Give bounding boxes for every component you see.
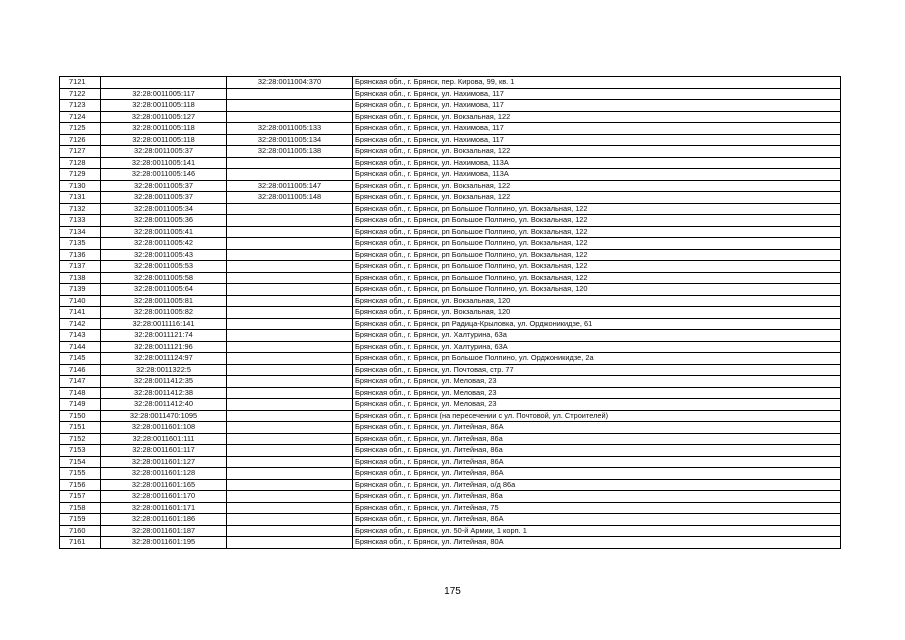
address-cell: Брянская обл., г. Брянск, рп Большое Полпино, ул. Вокзальная, 122: [353, 215, 841, 227]
row-number-cell: 7155: [60, 468, 101, 480]
address-cell: Брянская обл., г. Брянск, рп Большое Полпино, ул. Вокзальная, 122: [353, 249, 841, 261]
table-row: [60, 330, 841, 342]
parent-cadastral-number-cell: 32:28:0011005:148: [227, 192, 353, 204]
cadastral-number-cell: 32:28:0011005:117: [101, 88, 227, 100]
table-row: [60, 468, 841, 480]
row-number-cell: 7134: [60, 226, 101, 238]
cadastral-number-cell: 32:28:0011005:37: [101, 180, 227, 192]
address-cell: Брянская обл., г. Брянск, ул. Литейная, 80А: [353, 537, 841, 549]
parent-cadastral-number-cell: [227, 238, 353, 250]
cadastral-number-cell: 32:28:0011005:58: [101, 272, 227, 284]
parent-cadastral-number-cell: 32:28:0011004:370: [227, 77, 353, 89]
row-number-cell: 7140: [60, 295, 101, 307]
table-row: [60, 123, 841, 135]
address-cell: Брянская обл., г. Брянск, пер. Кирова, 99, кв. 1: [353, 77, 841, 89]
parent-cadastral-number-cell: [227, 433, 353, 445]
address-cell: Брянская обл., г. Брянск, ул. Нахимова, 113А: [353, 169, 841, 181]
cadastral-number-cell: 32:28:0011005:36: [101, 215, 227, 227]
row-number-cell: 7151: [60, 422, 101, 434]
table-row: [60, 514, 841, 526]
table-row: [60, 525, 841, 537]
parent-cadastral-number-cell: 32:28:0011005:147: [227, 180, 353, 192]
row-number-cell: 7161: [60, 537, 101, 549]
row-number-cell: 7129: [60, 169, 101, 181]
row-number-cell: 7152: [60, 433, 101, 445]
table-row: [60, 422, 841, 434]
row-number-cell: 7148: [60, 387, 101, 399]
parent-cadastral-number-cell: [227, 387, 353, 399]
address-cell: Брянская обл., г. Брянск, рп Большое Полпино, ул. Орджоникидзе, 2а: [353, 353, 841, 365]
cadastral-number-cell: 32:28:0011601:171: [101, 502, 227, 514]
row-number-cell: 7125: [60, 123, 101, 135]
row-number-cell: 7144: [60, 341, 101, 353]
row-number-cell: 7121: [60, 77, 101, 89]
cadastral-number-cell: 32:28:0011005:81: [101, 295, 227, 307]
address-cell: Брянская обл., г. Брянск, ул. Вокзальная, 120: [353, 295, 841, 307]
parent-cadastral-number-cell: [227, 491, 353, 503]
table-row: [60, 146, 841, 158]
address-cell: Брянская обл., г. Брянск, ул. Меловая, 23: [353, 387, 841, 399]
parent-cadastral-number-cell: [227, 479, 353, 491]
cadastral-number-cell: 32:28:0011005:118: [101, 123, 227, 135]
table-row: [60, 376, 841, 388]
cadastral-number-cell: 32:28:0011005:42: [101, 238, 227, 250]
row-number-cell: 7143: [60, 330, 101, 342]
row-number-cell: 7133: [60, 215, 101, 227]
cadastral-number-cell: 32:28:0011601:128: [101, 468, 227, 480]
address-cell: Брянская обл., г. Брянск, ул. Нахимова, 113А: [353, 157, 841, 169]
cadastral-number-cell: 32:28:0011005:37: [101, 146, 227, 158]
cadastral-number-cell: 32:28:0011121:74: [101, 330, 227, 342]
row-number-cell: 7147: [60, 376, 101, 388]
table-row: [60, 261, 841, 273]
page-number: 175: [444, 586, 461, 597]
parent-cadastral-number-cell: [227, 456, 353, 468]
parent-cadastral-number-cell: [227, 261, 353, 273]
row-number-cell: 7122: [60, 88, 101, 100]
address-cell: Брянская обл., г. Брянск, рп Большое Полпино, ул. Вокзальная, 120: [353, 284, 841, 296]
table-row: [60, 433, 841, 445]
parent-cadastral-number-cell: 32:28:0011005:133: [227, 123, 353, 135]
cadastral-number-cell: 32:28:0011005:118: [101, 134, 227, 146]
parent-cadastral-number-cell: [227, 330, 353, 342]
address-cell: Брянская обл., г. Брянск, ул. Вокзальная, 122: [353, 180, 841, 192]
table-row: [60, 157, 841, 169]
cadastral-number-cell: 32:28:0011005:41: [101, 226, 227, 238]
row-number-cell: 7128: [60, 157, 101, 169]
cadastral-number-cell: 32:28:0011005:127: [101, 111, 227, 123]
cadastral-number-cell: 32:28:0011005:37: [101, 192, 227, 204]
parent-cadastral-number-cell: [227, 525, 353, 537]
cadastral-number-cell: 32:28:0011412:40: [101, 399, 227, 411]
table-row: [60, 77, 841, 89]
row-number-cell: 7150: [60, 410, 101, 422]
parent-cadastral-number-cell: [227, 100, 353, 112]
table-row: [60, 100, 841, 112]
table-row: [60, 192, 841, 204]
table-row: [60, 341, 841, 353]
parent-cadastral-number-cell: [227, 307, 353, 319]
address-cell: Брянская обл., г. Брянск, ул. Нахимова, 117: [353, 100, 841, 112]
registry-table-body: [60, 77, 841, 549]
address-cell: Брянская обл., г. Брянск, ул. Халтурина, 63А: [353, 341, 841, 353]
table-row: [60, 88, 841, 100]
cadastral-number-cell: 32:28:0011005:34: [101, 203, 227, 215]
parent-cadastral-number-cell: [227, 376, 353, 388]
cadastral-number-cell: 32:28:0011601:127: [101, 456, 227, 468]
cadastral-number-cell: 32:28:0011005:146: [101, 169, 227, 181]
parent-cadastral-number-cell: [227, 226, 353, 238]
table-row: [60, 399, 841, 411]
address-cell: Брянская обл., г. Брянск, рп Радица-Крыловка, ул. Орджоникидзе, 61: [353, 318, 841, 330]
row-number-cell: 7141: [60, 307, 101, 319]
parent-cadastral-number-cell: [227, 169, 353, 181]
table-row: [60, 111, 841, 123]
parent-cadastral-number-cell: [227, 272, 353, 284]
parent-cadastral-number-cell: [227, 502, 353, 514]
row-number-cell: 7160: [60, 525, 101, 537]
row-number-cell: 7126: [60, 134, 101, 146]
cadastral-number-cell: 32:28:0011005:118: [101, 100, 227, 112]
cadastral-number-cell: 32:28:0011601:186: [101, 514, 227, 526]
table-row: [60, 226, 841, 238]
cadastral-number-cell: 32:28:0011322:5: [101, 364, 227, 376]
table-row: [60, 249, 841, 261]
row-number-cell: 7124: [60, 111, 101, 123]
cadastral-number-cell: 32:28:0011470:1095: [101, 410, 227, 422]
cadastral-number-cell: 32:28:0011005:43: [101, 249, 227, 261]
address-cell: Брянская обл., г. Брянск, ул. Литейная, 86А: [353, 468, 841, 480]
table-row: [60, 387, 841, 399]
cadastral-number-cell: 32:28:0011121:96: [101, 341, 227, 353]
cadastral-number-cell: 32:28:0011601:195: [101, 537, 227, 549]
address-cell: Брянская обл., г. Брянск (на пересечении с ул. Почтовой, ул. Строителей): [353, 410, 841, 422]
table-row: [60, 353, 841, 365]
parent-cadastral-number-cell: [227, 88, 353, 100]
address-cell: Брянская обл., г. Брянск, рп Большое Полпино, ул. Вокзальная, 122: [353, 272, 841, 284]
table-row: [60, 445, 841, 457]
address-cell: Брянская обл., г. Брянск, ул. Вокзальная, 120: [353, 307, 841, 319]
address-cell: Брянская обл., г. Брянск, ул. Халтурина, 63а: [353, 330, 841, 342]
table-row: [60, 272, 841, 284]
parent-cadastral-number-cell: [227, 514, 353, 526]
address-cell: Брянская обл., г. Брянск, ул. Нахимова, 117: [353, 88, 841, 100]
address-cell: Брянская обл., г. Брянск, ул. Вокзальная, 122: [353, 146, 841, 158]
address-cell: Брянская обл., г. Брянск, ул. Вокзальная, 122: [353, 111, 841, 123]
row-number-cell: 7135: [60, 238, 101, 250]
table-row: [60, 134, 841, 146]
cadastral-number-cell: 32:28:0011005:82: [101, 307, 227, 319]
parent-cadastral-number-cell: [227, 364, 353, 376]
table-row: [60, 169, 841, 181]
table-row: [60, 364, 841, 376]
cadastral-number-cell: 32:28:0011116:141: [101, 318, 227, 330]
parent-cadastral-number-cell: [227, 445, 353, 457]
parent-cadastral-number-cell: [227, 249, 353, 261]
parent-cadastral-number-cell: [227, 399, 353, 411]
table-row: [60, 456, 841, 468]
address-cell: Брянская обл., г. Брянск, рп Большое Полпино, ул. Вокзальная, 122: [353, 203, 841, 215]
parent-cadastral-number-cell: 32:28:0011005:134: [227, 134, 353, 146]
row-number-cell: 7153: [60, 445, 101, 457]
table-row: [60, 479, 841, 491]
address-cell: Брянская обл., г. Брянск, ул. Меловая, 23: [353, 376, 841, 388]
row-number-cell: 7136: [60, 249, 101, 261]
cadastral-number-cell: 32:28:0011005:64: [101, 284, 227, 296]
address-cell: Брянская обл., г. Брянск, ул. Вокзальная, 122: [353, 192, 841, 204]
cadastral-number-cell: 32:28:0011412:38: [101, 387, 227, 399]
address-cell: Брянская обл., г. Брянск, ул. Почтовая, стр. 77: [353, 364, 841, 376]
row-number-cell: 7138: [60, 272, 101, 284]
row-number-cell: 7131: [60, 192, 101, 204]
parent-cadastral-number-cell: [227, 203, 353, 215]
parent-cadastral-number-cell: [227, 537, 353, 549]
cadastral-number-cell: 32:28:0011601:117: [101, 445, 227, 457]
parent-cadastral-number-cell: [227, 341, 353, 353]
cadastral-number-cell: 32:28:0011601:111: [101, 433, 227, 445]
parent-cadastral-number-cell: [227, 422, 353, 434]
table-row: [60, 307, 841, 319]
cadastral-number-cell: 32:28:0011601:165: [101, 479, 227, 491]
row-number-cell: 7146: [60, 364, 101, 376]
address-cell: Брянская обл., г. Брянск, ул. Литейная, о/д 86а: [353, 479, 841, 491]
row-number-cell: 7158: [60, 502, 101, 514]
row-number-cell: 7154: [60, 456, 101, 468]
address-cell: Брянская обл., г. Брянск, рп Большое Полпино, ул. Вокзальная, 122: [353, 261, 841, 273]
address-cell: Брянская обл., г. Брянск, ул. Нахимова, 117: [353, 134, 841, 146]
cadastral-number-cell: [101, 77, 227, 89]
row-number-cell: 7142: [60, 318, 101, 330]
table-row: [60, 215, 841, 227]
row-number-cell: 7137: [60, 261, 101, 273]
parent-cadastral-number-cell: 32:28:0011005:138: [227, 146, 353, 158]
registry-table: [59, 76, 841, 549]
row-number-cell: 7159: [60, 514, 101, 526]
address-cell: Брянская обл., г. Брянск, ул. Литейная, 86а: [353, 445, 841, 457]
row-number-cell: 7157: [60, 491, 101, 503]
cadastral-number-cell: 32:28:0011601:187: [101, 525, 227, 537]
table-row: [60, 284, 841, 296]
address-cell: Брянская обл., г. Брянск, рп Большое Полпино, ул. Вокзальная, 122: [353, 238, 841, 250]
cadastral-number-cell: 32:28:0011124:97: [101, 353, 227, 365]
row-number-cell: 7156: [60, 479, 101, 491]
address-cell: Брянская обл., г. Брянск, ул. 50-й Армии, 1 корп. 1: [353, 525, 841, 537]
row-number-cell: 7145: [60, 353, 101, 365]
parent-cadastral-number-cell: [227, 157, 353, 169]
cadastral-number-cell: 32:28:0011601:108: [101, 422, 227, 434]
table-row: [60, 238, 841, 250]
table-row: [60, 502, 841, 514]
address-cell: Брянская обл., г. Брянск, ул. Литейная, 86А: [353, 456, 841, 468]
table-row: [60, 491, 841, 503]
row-number-cell: 7132: [60, 203, 101, 215]
table-row: [60, 180, 841, 192]
address-cell: Брянская обл., г. Брянск, ул. Литейная, 86а: [353, 491, 841, 503]
cadastral-number-cell: 32:28:0011005:53: [101, 261, 227, 273]
table-row: [60, 203, 841, 215]
parent-cadastral-number-cell: [227, 111, 353, 123]
parent-cadastral-number-cell: [227, 215, 353, 227]
cadastral-number-cell: 32:28:0011005:141: [101, 157, 227, 169]
row-number-cell: 7149: [60, 399, 101, 411]
parent-cadastral-number-cell: [227, 353, 353, 365]
cadastral-number-cell: 32:28:0011412:35: [101, 376, 227, 388]
parent-cadastral-number-cell: [227, 295, 353, 307]
address-cell: Брянская обл., г. Брянск, ул. Литейная, 75: [353, 502, 841, 514]
address-cell: Брянская обл., г. Брянск, ул. Нахимова, 117: [353, 123, 841, 135]
cadastral-number-cell: 32:28:0011601:170: [101, 491, 227, 503]
address-cell: Брянская обл., г. Брянск, рп Большое Полпино, ул. Вокзальная, 122: [353, 226, 841, 238]
address-cell: Брянская обл., г. Брянск, ул. Литейная, 86А: [353, 422, 841, 434]
row-number-cell: 7127: [60, 146, 101, 158]
parent-cadastral-number-cell: [227, 410, 353, 422]
table-row: [60, 295, 841, 307]
address-cell: Брянская обл., г. Брянск, ул. Меловая, 23: [353, 399, 841, 411]
address-cell: Брянская обл., г. Брянск, ул. Литейная, 86А: [353, 514, 841, 526]
parent-cadastral-number-cell: [227, 468, 353, 480]
row-number-cell: 7130: [60, 180, 101, 192]
table-row: [60, 537, 841, 549]
table-row: [60, 318, 841, 330]
row-number-cell: 7139: [60, 284, 101, 296]
parent-cadastral-number-cell: [227, 318, 353, 330]
row-number-cell: 7123: [60, 100, 101, 112]
table-row: [60, 410, 841, 422]
parent-cadastral-number-cell: [227, 284, 353, 296]
address-cell: Брянская обл., г. Брянск, ул. Литейная, 86а: [353, 433, 841, 445]
